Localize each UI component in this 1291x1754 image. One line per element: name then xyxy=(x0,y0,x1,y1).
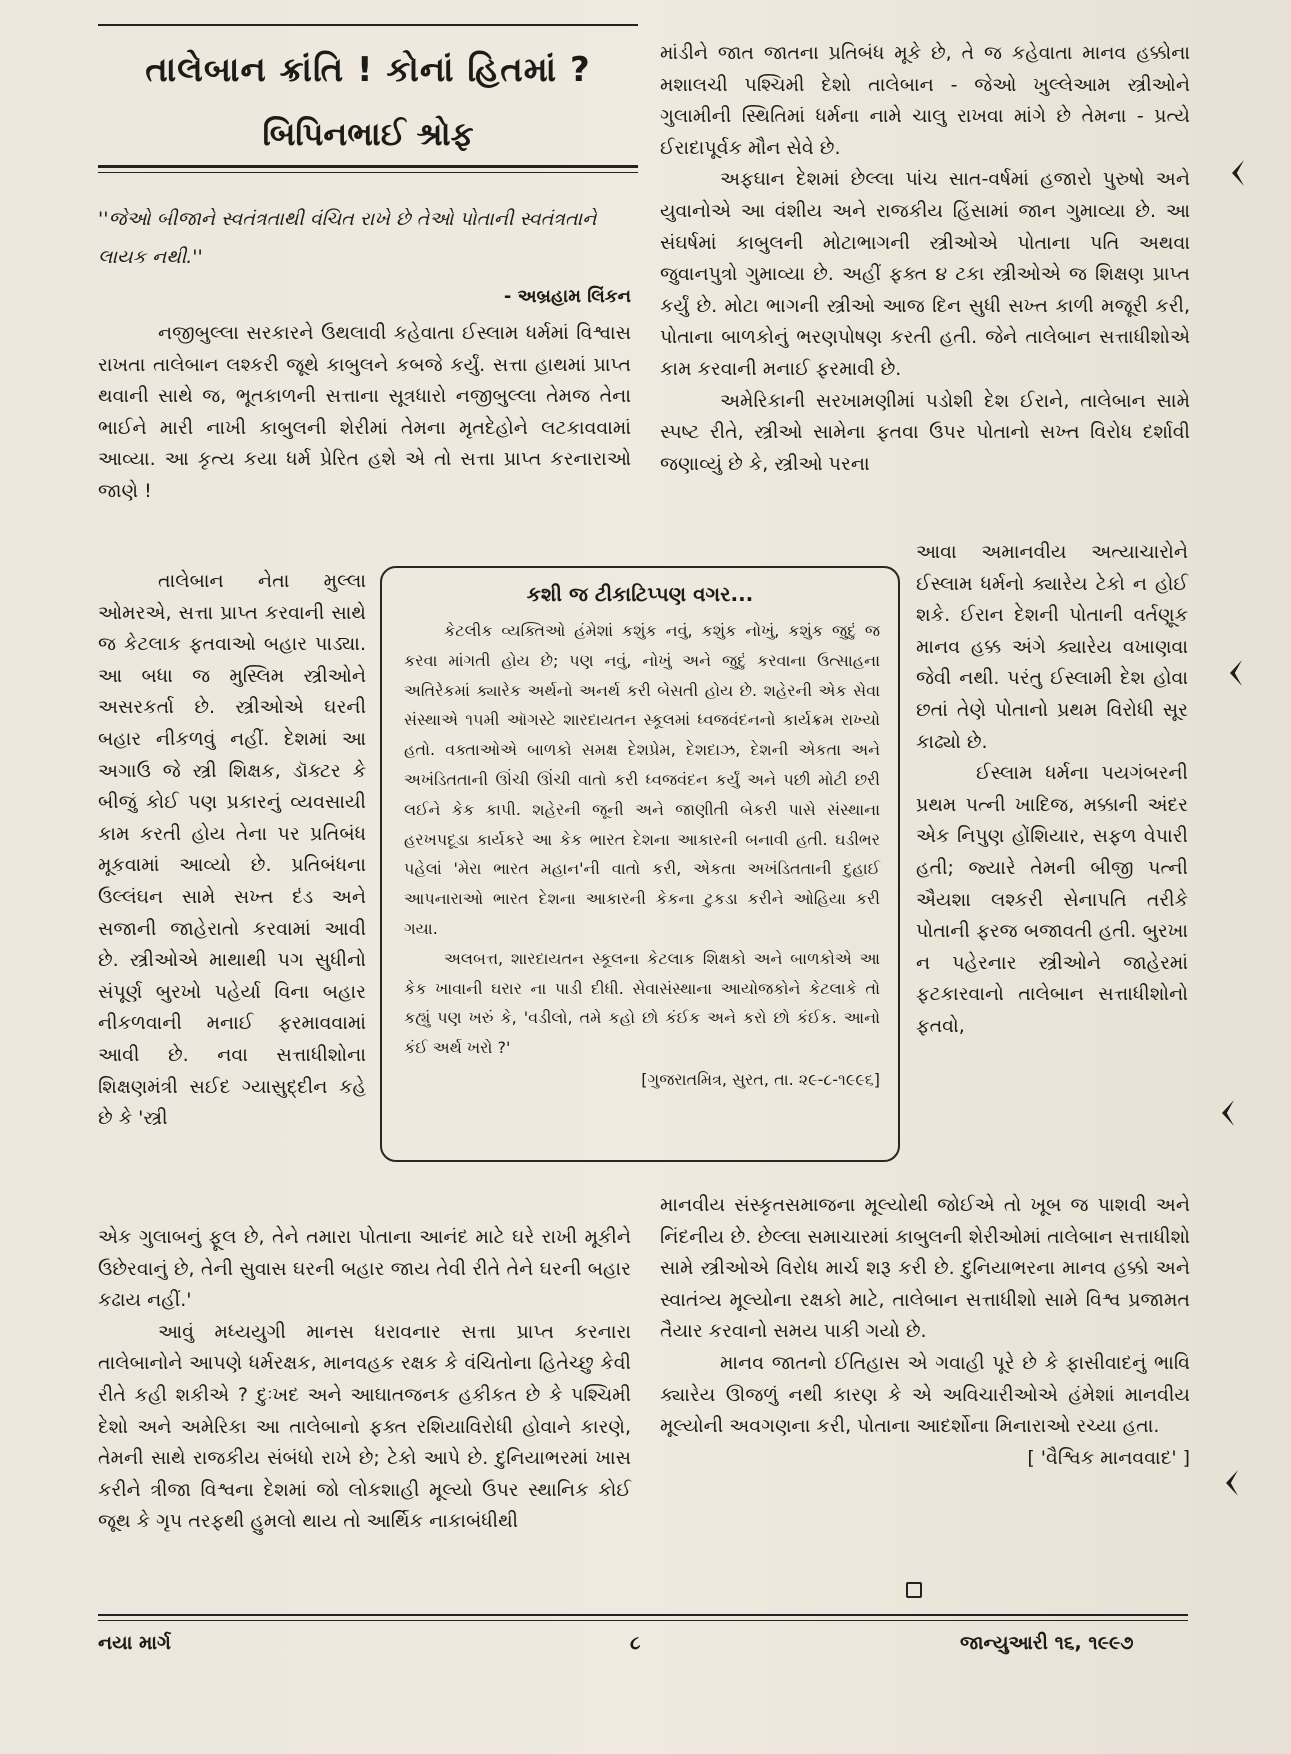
right-paragraph-3: અમેરિકાની સરખામણીમાં પડોશી દેશ ઈરાને, તાલેબાન સામે સ્પષ્ટ રીતે, સ્ત્રીઓ સામેના ફતવા ઉપર પોતાનો સખ્ત વિરોધ દર્શાવી જણાવ્યું છે કે, સ્ત્રીઓ પરના xyxy=(660,389,1190,475)
title-double-rule-1 xyxy=(98,165,638,168)
page-edge-tear-mark xyxy=(1232,160,1244,186)
page-edge-tear-mark xyxy=(1226,1470,1238,1496)
right-paragraph-4-continued: માનવીય સંસ્કૃતસમાજના મૂલ્યોથી જોઈએ તો ખૂબ જ પાશવી અને નિંદનીય છે. છેલ્લા સમાચારમાં કાબુલની શેરીઓમાં તાલેબાન સત્તાધીશો સામે સ્ત્રીઓએ વિરોધ માર્ચ શરૂ કરી છે. દુનિયાભરના માનવ હક્કો અને સ્વાતંત્ર્ય મૂલ્યોના રક્ષકો માટે, તાલેબાન સત્તાધીશો સામે વિશ્વ પ્રજામત તૈયાર કરવાનો સમય પાકી ગયો છે. xyxy=(660,1194,1190,1343)
article-author: બિપિનભાઈ શ્રોફ xyxy=(262,115,474,153)
page-edge-tear-mark xyxy=(1222,1100,1234,1126)
epigraph-author: - અબ્રહામ લિંકન xyxy=(503,286,631,307)
sidebar-box xyxy=(380,566,900,1162)
right-paragraph-2: અફઘાન દેશમાં છેલ્લા પાંચ સાત-વર્ષમાં હજારો પુરુષો અને યુવાનોએ આ વંશીય અને રાજકીય હિંસામાં જાન ગુમાવ્યા છે. આ સંઘર્ષમાં કાબુલની મોટાભાગની સ્ત્રીઓએ પોતાના પતિ અથવા જુવાનપુત્રો ગુમાવ્યા છે. અહીં ફક્ત ૪ ટકા સ્ત્રીઓએ જ શિક્ષણ પ્રાપ્ત કર્યું છે. મોટા ભાગની સ્ત્રીઓ આજ દિન સુધી સખ્ત કાળી મજૂરી કરી, પોતાના બાળકોનું ભરણપોષણ કરતી હતી. જેને તાલેબાન સત્તાધીશોએ કામ કરવાની મનાઈ ફરમાવી છે. xyxy=(660,168,1190,380)
title-double-rule-2 xyxy=(98,172,638,173)
right-paragraph-3-continued: આવા અમાનવીય અત્યાચારોને ઈસ્લામ ધર્મનો ક્યારેય ટેકો ન હોઈ શકે. ઈરાન દેશની પોતાની વર્તણૂક માનવ હક્ક અંગે ક્યારેય વખાણવા જેવી નથી. પરંતુ ઈસ્લામી દેશ હોવા છતાં તેણે પોતાનો પ્રથમ વિરોધી સૂર કાઢ્યો છે. xyxy=(916,541,1188,753)
top-rule xyxy=(98,24,638,26)
epigraph-quote: ''જેઓ બીજાને સ્વતંત્રતાથી વંચિત રાખે છે તેઓ પોતાની સ્વતંત્રતાને લાયક નથી.'' xyxy=(98,208,597,268)
right-column-narrow xyxy=(916,537,1188,1043)
end-mark xyxy=(906,1582,922,1598)
footer-double-rule-2 xyxy=(98,1620,1188,1621)
left-paragraph-2-continued: એક ગુલાબનું ફૂલ છે, તેને તમારા પોતાના આનંદ માટે ઘરે રાખી મૂકીને ઉછેરવાનું છે, તેની સુવાસ ઘરની બહાર જાય તેવી રીતે તેને ઘરની બહાર કઢાય નહીં.' xyxy=(98,1226,631,1312)
right-paragraph-1: માંડીને જાત જાતના પ્રતિબંધ મૂકે છે, તે જ કહેવાતા માનવ હક્કોના મશાલચી પશ્ચિમી દેશો તાલેબાન - જેઓ ખુલ્લેઆમ સ્ત્રીઓને ગુલામીની સ્થિતિમાં ધર્મના નામે ચાલુ રાખવા માંગે છે તેમના - પ્રત્યે ઈરાદાપૂર્વક મૌન સેવે છે. xyxy=(660,42,1190,159)
left-paragraph-2: તાલેબાન નેતા મુલ્લા ઓમરએ, સત્તા પ્રાપ્ત કરવાની સાથે જ કેટલાક ફતવાઓ બહાર પાડ્યા. આ બધા જ મુસ્લિમ સ્ત્રીઓને અસરકર્તા છે. સ્ત્રીઓએ ઘરની બહાર નીકળવું નહીં. દેશમાં આ અગાઉ જે સ્ત્રી શિક્ષક, ડૉક્ટર કે બીજું કોઈ પણ પ્રકારનું વ્યવસાયી કામ કરતી હોય તેના પર પ્રતિબંધ મૂકવામાં આવ્યો છે. પ્રતિબંધના ઉલ્લંઘન સામે સખ્ત દંડ અને સજાની જાહેરાતો કરવામાં આવી છે. સ્ત્રીઓએ માથાથી પગ સુધીનો સંપૂર્ણ બુરખો પહેર્યા વિના બહાર નીકળવાની મનાઈ ફરમાવવામાં આવી છે. નવા સત્તાધીશોના શિક્ષણમંત્રી સઈદ ગ્યાસુદ્દીન કહે છે કે 'સ્ત્રી xyxy=(98,570,366,1130)
page-edge-tear-mark xyxy=(1230,660,1242,686)
footer-date: જાન્યુઆરી ૧૬, ૧૯૯૭ xyxy=(960,1632,1134,1654)
footer-double-rule-1 xyxy=(98,1614,1188,1616)
box-body xyxy=(404,616,880,1095)
left-paragraph-1: નજીબુલ્લા સરકારને ઉથલાવી કહેવાતા ઈસ્લામ ધર્મમાં વિશ્વાસ રાખતા તાલેબાન લશ્કરી જૂથે કાબુલને કબજે કર્યું. સત્તા હાથમાં પ્રાપ્ત થવાની સાથે જ, ભૂતકાળની સત્તાના સૂત્રધારો નજીબુલ્લા તેમજ તેના ભાઈને મારી નાખી કાબુલની શેરીમાં તેમના મૃતદેહોને લટકાવવામાં આવ્યા. આ કૃત્ય કયા ધર્મ પ્રેરિત હશે એ તો સત્તા પ્રાપ્ત કરનારાઓ જાણે ! xyxy=(98,322,631,502)
left-column-bottom xyxy=(98,1222,631,1538)
right-paragraph-5: માનવ જાતનો ઈતિહાસ એ ગવાહી પૂરે છે કે ફાસીવાદનું ભાવિ ક્યારેય ઊજળું નથી કારણ કે એ અવિચારીઓએ હંમેશાં માનવીય મૂલ્યોની અવગણના કરી, પોતાના આદર્શોના મિનારાઓ રચ્યા હતા. xyxy=(660,1351,1190,1438)
footer-page-number: ૮ xyxy=(630,1632,641,1654)
footer-publication: નયા માર્ગ xyxy=(98,1632,171,1654)
box-source: [ગુજરાતમિત્ર, સુરત, તા. ૨૯-૮-૧૯૯૬] xyxy=(641,1069,880,1089)
box-title: કશી જ ટીકાટિપ્પણ વગર... xyxy=(526,582,754,606)
box-paragraph-1: કેટલીક વ્યક્તિઓ હંમેશાં કશુંક નવું, કશુંક નોખું, કશુંક જુદું જ કરવા માંગતી હોય છે; પણ નવું, નોખું અને જુદું કરવાના ઉત્સાહના અતિરેકમાં ક્યારેક અર્થનો અનર્થ કરી બેસતી હોય છે. શહેરની એક સેવા સંસ્થાએ ૧૫મી ઑગસ્ટે શારદાયતન સ્કૂલમાં ધ્વજવંદનનો કાર્યક્રમ રાખ્યો હતો. વક્તાઓએ બાળકો સમક્ષ દેશપ્રેમ, દેશદાઝ, દેશની એકતા અને અખંડિતતાની ઊંચી ઊંચી વાતો કરી ધ્વજવંદન કર્યું અને પછી મોટી છરી લઈને કેક કાપી. શહેરની જૂની અને જાણીતી બેકરી પાસે સંસ્થાના હરખપદૂડા કાર્યકરે આ કેક ભારત દેશના આકારની બનાવી હતી. ઘડીભર પહેલાં 'મેરા ભારત મહાન'ની વાતો કરી, એકતા અખંડિતતાની દુહાઈ આપનારાઓ ભારત દેશના આકારની કેકના ટુકડા કરીને ઓહિયા કરી ગયા. xyxy=(404,621,880,938)
left-paragraph-3: આવું મધ્યયુગી માનસ ધરાવનાર સત્તા પ્રાપ્ત કરનારા તાલેબાનોને આપણે ધર્મરક્ષક, માનવહક રક્ષક કે વંચિતોના હિતેચ્છુ કેવી રીતે કહી શકીએ ? દુઃખદ અને આઘાતજનક હકીકત છે કે પશ્ચિમી દેશો અને અમેરિકા આ તાલેબાનો ફક્ત રશિયાવિરોધી હોવાને કારણે, તેમની સાથે રાજકીય સંબંધો રાખે છે; ટેકો આપે છે. દુનિયાભરમાં ખાસ કરીને ત્રીજા વિશ્વના દેશમાં જો લોકશાહી મૂલ્યો ઉપર સ્થાનિક કોઈ જૂથ કે ગૃપ તરફથી હુમલો થાય તો આર્થિક નાકાબંધીથી xyxy=(98,1320,631,1533)
right-column-top xyxy=(660,38,1190,480)
right-column-bottom xyxy=(660,1190,1190,1474)
article-title: તાલેબાન ક્રાંતિ ! કોનાં હિતમાં ? xyxy=(145,50,591,90)
box-paragraph-2: અલબત્ત, શારદાયતન સ્કૂલના કેટલાક શિક્ષકો અને બાળકોએ આ કેક ખાવાની ઘરાર ના પાડી દીધી. સેવાસંસ્થાના આયોજકોને કેટલાકે તો કહ્યું પણ ખરું કે, 'વડીલો, તમે કહો છો કંઈક અને કરો છો કંઈક. આનો કંઈ અર્થ ખરો ?' xyxy=(404,948,880,1058)
left-column-top xyxy=(98,318,631,508)
left-column-narrow xyxy=(98,566,366,1135)
right-paragraph-4: ઈસ્લામ ધર્મના પયગંબરની પ્રથમ પત્ની ખાદિજ, મક્કાની અંદર એક નિપુણ હોંશિયાર, સફળ વેપારી હતી; જ્યારે તેમની બીજી પત્ની ઐયશા લશ્કરી સેનાપતિ તરીકે પોતાની ફરજ બજાવતી હતી. બુરખા ન પહેરનાર સ્ત્રીઓને જાહેરમાં ફટકારવાનો તાલેબાન સત્તાધીશોનો ફતવો, xyxy=(916,762,1188,1037)
article-source: [ 'વૈશ્વિક માનવવાદ' ] xyxy=(1027,1446,1190,1469)
